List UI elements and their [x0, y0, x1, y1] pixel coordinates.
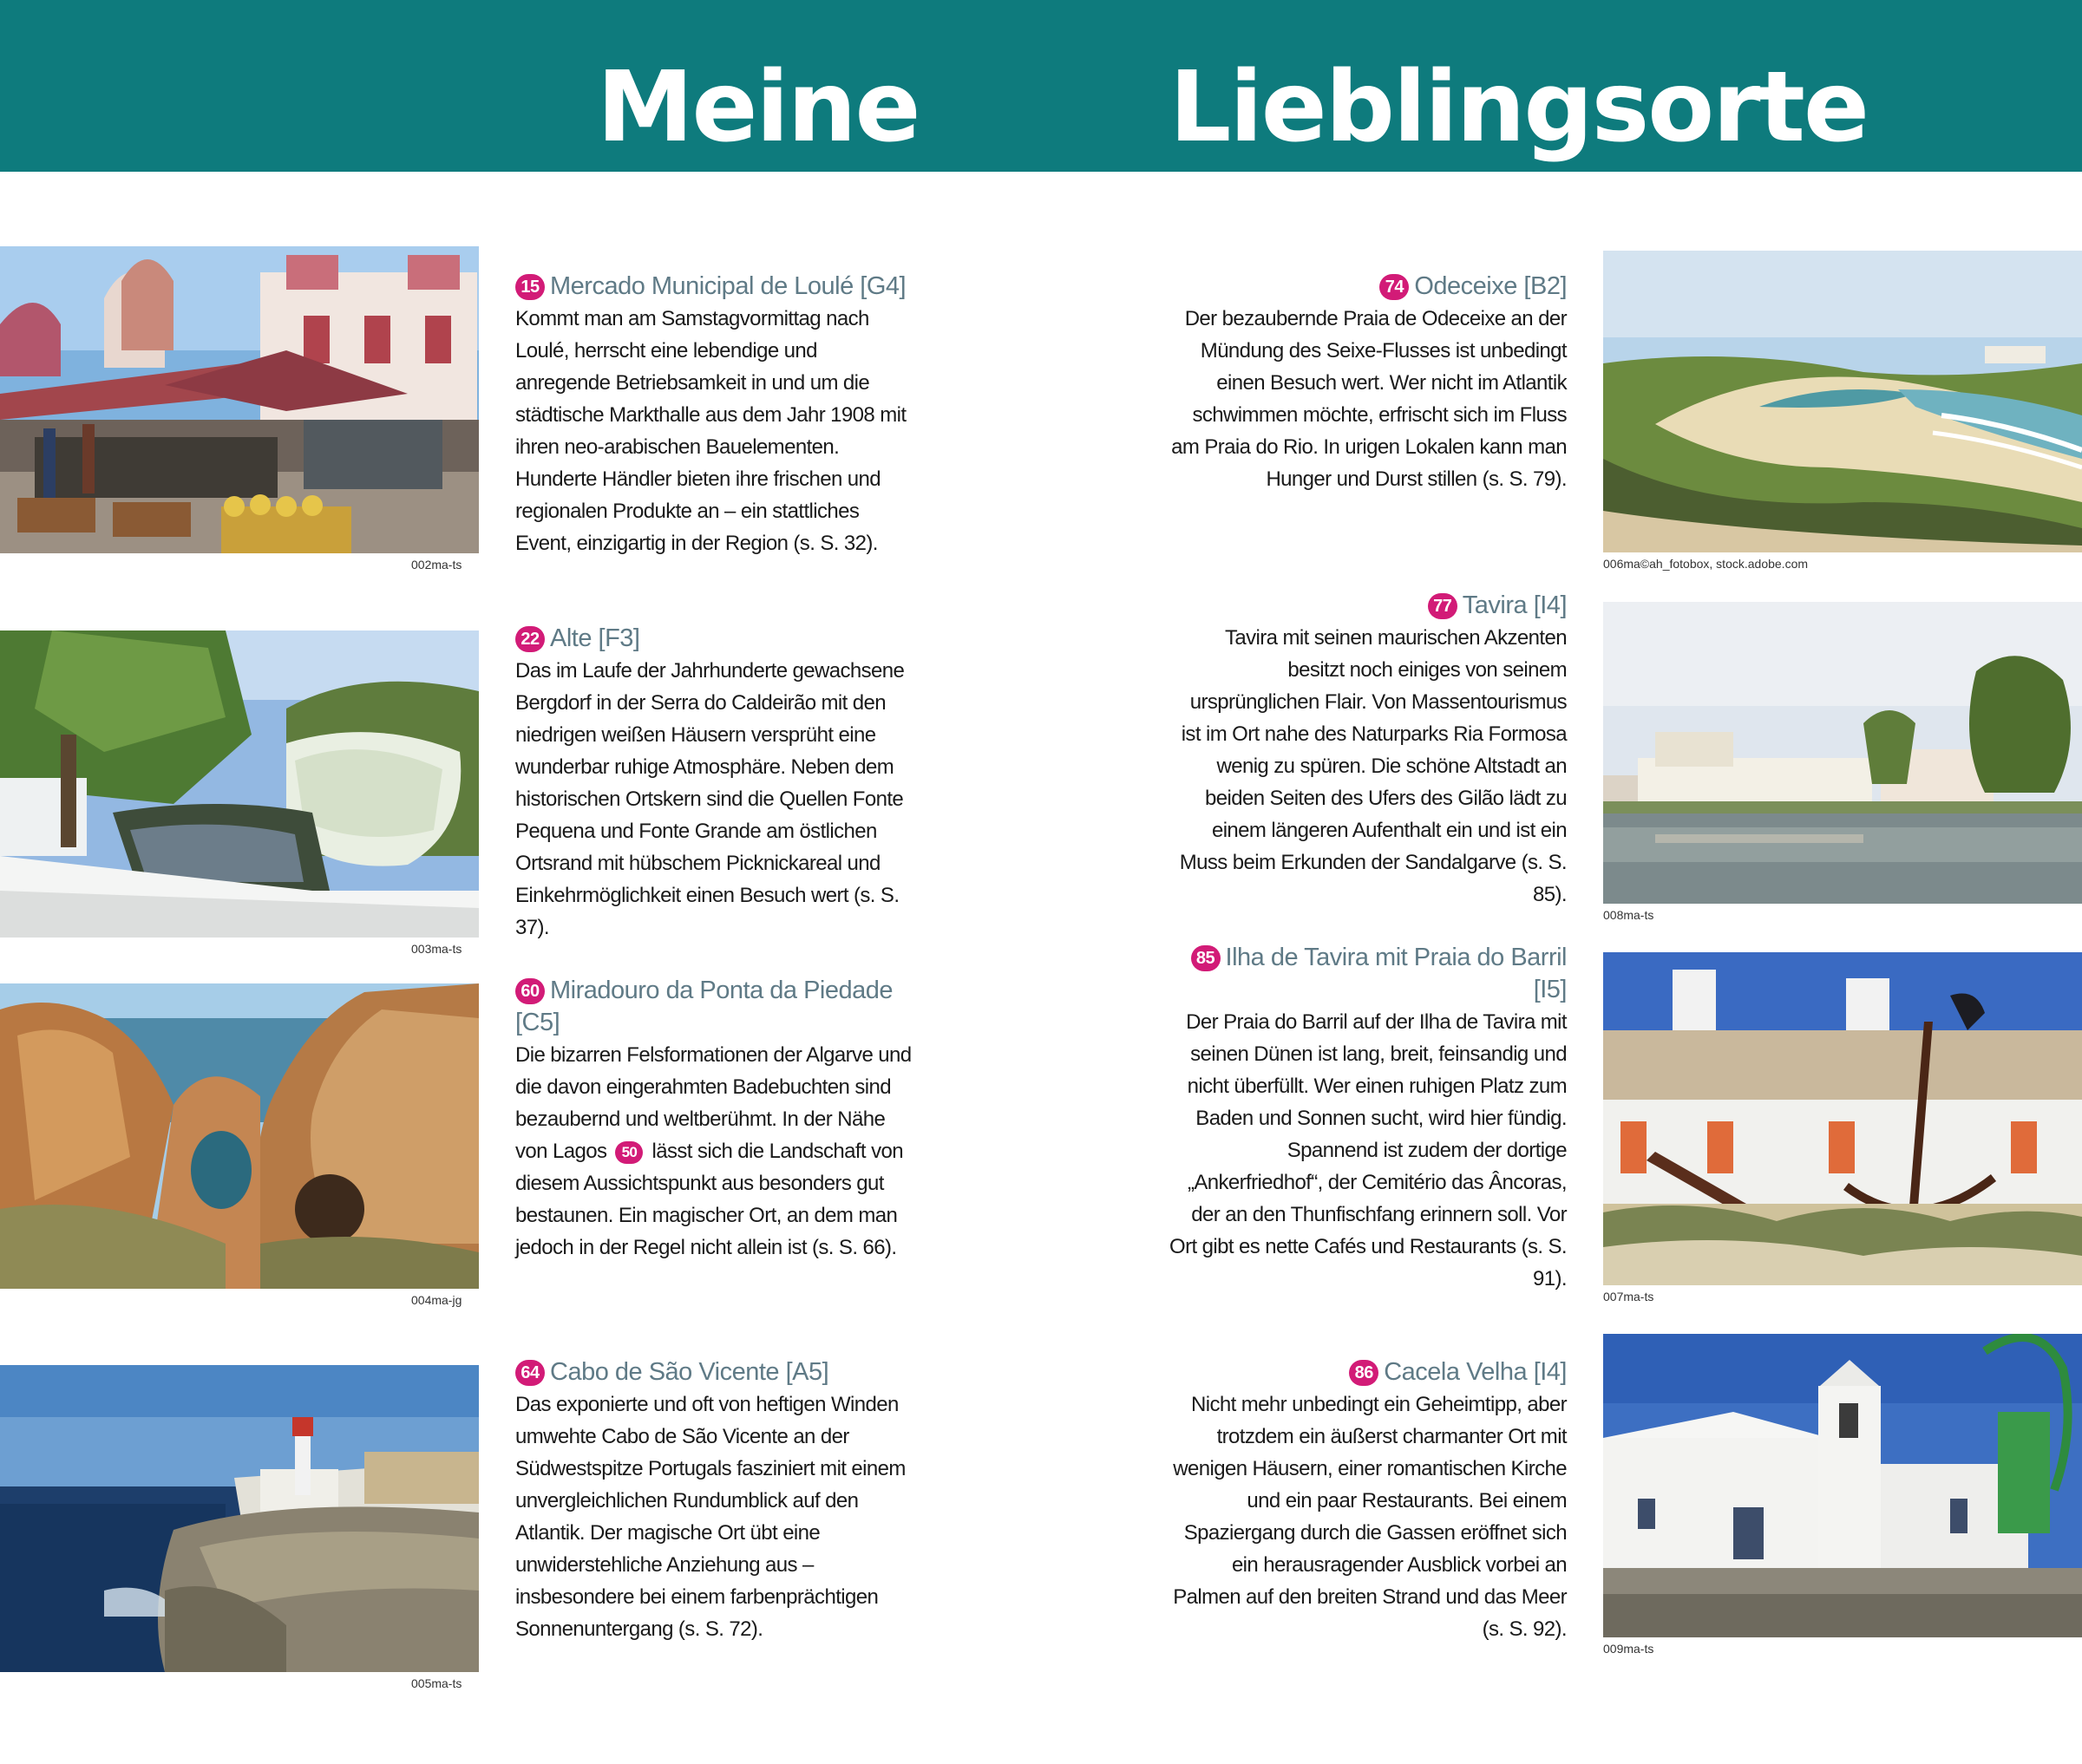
favorite-entry-ilha-de-tavira: [1168, 942, 1567, 1295]
village-river-photo: [0, 630, 479, 938]
image-credit: 008ma-ts: [1603, 908, 1654, 922]
entry-title: [1168, 590, 1567, 622]
image-credit: 006ma©ah_fotobox, stock.adobe.com: [1603, 557, 1809, 571]
favorite-entry-ponta-da-piedade: [515, 975, 914, 1264]
entry-heading: Miradouro da Ponta da Piedade [C5]: [515, 977, 894, 1036]
entry-heading: Cacela Velha [I4]: [1384, 1358, 1567, 1386]
entry-heading: Alte [F3]: [550, 624, 640, 652]
image-credit: 007ma-ts: [1603, 1290, 1654, 1303]
title-word-meine: Meine: [597, 51, 920, 164]
location-number-badge: 85: [1191, 945, 1221, 971]
entry-description: Tavira mit seinen maurischen Akzenten besitzt noch einiges von seinem ursprünglichen Flair. Von Massentourismus ist im Ort nahe des Naturparks Ria Formosa wenig zu spüren. Die schöne Altstadt an beiden Seiten des Ufers des Gilão lädt zu einem längeren Aufenthalt ein und ist ein Muss beim Erkunden der Sandalgarve (s. S. 85).: [1179, 626, 1567, 906]
entry-description: [515, 1039, 914, 1264]
favorite-entry-tavira: [1168, 590, 1567, 911]
beach-bay-photo: [1603, 251, 2082, 552]
location-number-badge: 60: [515, 978, 545, 1004]
location-number-badge: 77: [1428, 593, 1457, 619]
location-number-badge: 64: [515, 1360, 545, 1386]
entry-title: [515, 623, 914, 655]
location-number-badge: 74: [1379, 274, 1409, 300]
favorite-entry-cacela-velha: [1168, 1356, 1567, 1645]
image-credit: 003ma-ts: [411, 942, 462, 956]
entry-heading: Ilha de Tavira mit Praia do Barril [I5]: [1225, 944, 1567, 1003]
entry-heading: Tavira [I4]: [1462, 591, 1567, 619]
entry-description: Nicht mehr unbedingt ein Geheimtipp, aber trotzdem ein äußerst charmanter Ort mit wenigen Häusern, einer romantischen Kirche und ein paar Restaurants. Bei einem Spaziergang durch die Gassen eröffnet sich ein herausragender Ausblick vorbei an Palmen auf den breiten Strand und das Meer (s. S. 92).: [1173, 1393, 1567, 1641]
location-number-badge: 86: [1349, 1360, 1378, 1386]
location-number-badge: 15: [515, 274, 545, 300]
entry-heading: Mercado Municipal de Loulé [G4]: [550, 272, 907, 300]
entry-heading: Cabo de São Vicente [A5]: [550, 1358, 829, 1386]
entry-heading: Odeceixe [B2]: [1414, 272, 1567, 300]
entry-title: [1168, 1356, 1567, 1388]
image-credit: 002ma-ts: [411, 558, 462, 572]
lighthouse-cape-photo: [0, 1365, 479, 1672]
entry-description: Der bezaubernde Praia de Odeceixe an der Mündung des Seixe-Flusses ist unbedingt einen Besuch wert. Wer nicht im Atlantik schwimmen möchte, erfrischt sich im Fluss am Praia do Rio. In urigen Lokalen kann man Hunger und Durst stillen (s. S. 79).: [1171, 307, 1567, 491]
entry-title: [1168, 942, 1567, 1006]
image-credit: 004ma-jg: [411, 1293, 462, 1307]
entry-description: Kommt man am Samstagvormittag nach Loulé, herrscht eine lebendige und anregende Betriebsamkeit in und um die städtische Markthalle aus dem Jahr 1908 mit ihren neo-arabischen Bauelementen. Hunderte Händler bieten ihre frischen und regionalen Produkte an – ein stattliches Event, einzigartig in der Region (s. S. 32).: [515, 307, 907, 555]
market-hall-photo: [0, 246, 479, 553]
entry-description: Das exponierte und oft von heftigen Winden umwehte Cabo de São Vicente an der Südwestspitze Portugals fasziniert mit einem unvergleichlichen Rundumblick auf den Atlantik. Der magische Ort übt eine unwiderstehliche Anziehung aus – insbesondere bei einem farbenprächtigen Sonnenuntergang (s. S. 72).: [515, 1393, 906, 1641]
entry-description: Der Praia do Barril auf der Ilha de Tavira mit seinen Dünen ist lang, breit, feinsandig und nicht überfüllt. Wer einen ruhigen Platz zum Baden und Sonnen sucht, wird hier fündig. Spannend ist zudem der dortige „Ankerfriedhof“, der Cemitério das Âncoras, der an den Thunfischfang erinnern soll. Vor Ort gibt es nette Cafés und Restaurants (s. S. 91).: [1169, 1010, 1567, 1290]
anchor-cemetery-photo: [1603, 952, 2082, 1285]
image-credit: 005ma-ts: [411, 1676, 462, 1690]
title-word-lieblingsorte: Lieblingsorte: [1169, 51, 1868, 164]
favorite-entry-odeceixe: [1168, 271, 1567, 495]
favorite-entry-alte: [515, 623, 914, 944]
entry-description: Das im Laufe der Jahrhunderte gewachsene Bergdorf in der Serra do Caldeirão mit den niedrigen weißen Häusern versprüht eine wunderbar ruhige Atmosphäre. Neben dem historischen Ortskern sind die Quellen Fonte Pequena und Fonte Grande am östlichen Ortsrand mit hübschem Picknickareal und Einkehrmöglichkeit einen Besuch wert (s. S. 37).: [515, 659, 905, 939]
white-church-photo: [1603, 1334, 2082, 1637]
location-number-badge: 22: [515, 626, 545, 652]
town-riverside-photo: [1603, 602, 2082, 904]
favorite-entry-cabo-sao-vicente: [515, 1356, 914, 1645]
image-credit: 009ma-ts: [1603, 1642, 1654, 1656]
entry-description-part-1: Die bizarren Felsformationen der Algarve und die davon eingerahmten Badebuchten sind bezaubernd und weltberühmt. In der Nähe von Lagos: [515, 1043, 912, 1163]
rock-cliffs-photo: [0, 983, 479, 1289]
entry-title: [515, 1356, 914, 1388]
title-banner: [0, 0, 2082, 172]
entry-title: [1168, 271, 1567, 303]
location-number-badge-inline: 50: [615, 1141, 643, 1164]
entry-description-part-2: lässt sich die Landschaft von diesem Aussichtspunkt aus besonders gut bestaunen. Ein magischer Ort, an dem man jedoch in der Regel nicht allein ist (s. S. 66).: [515, 1140, 903, 1259]
entry-title: [515, 975, 914, 1039]
entry-title: [515, 271, 914, 303]
favorite-entry-loule: [515, 271, 914, 559]
